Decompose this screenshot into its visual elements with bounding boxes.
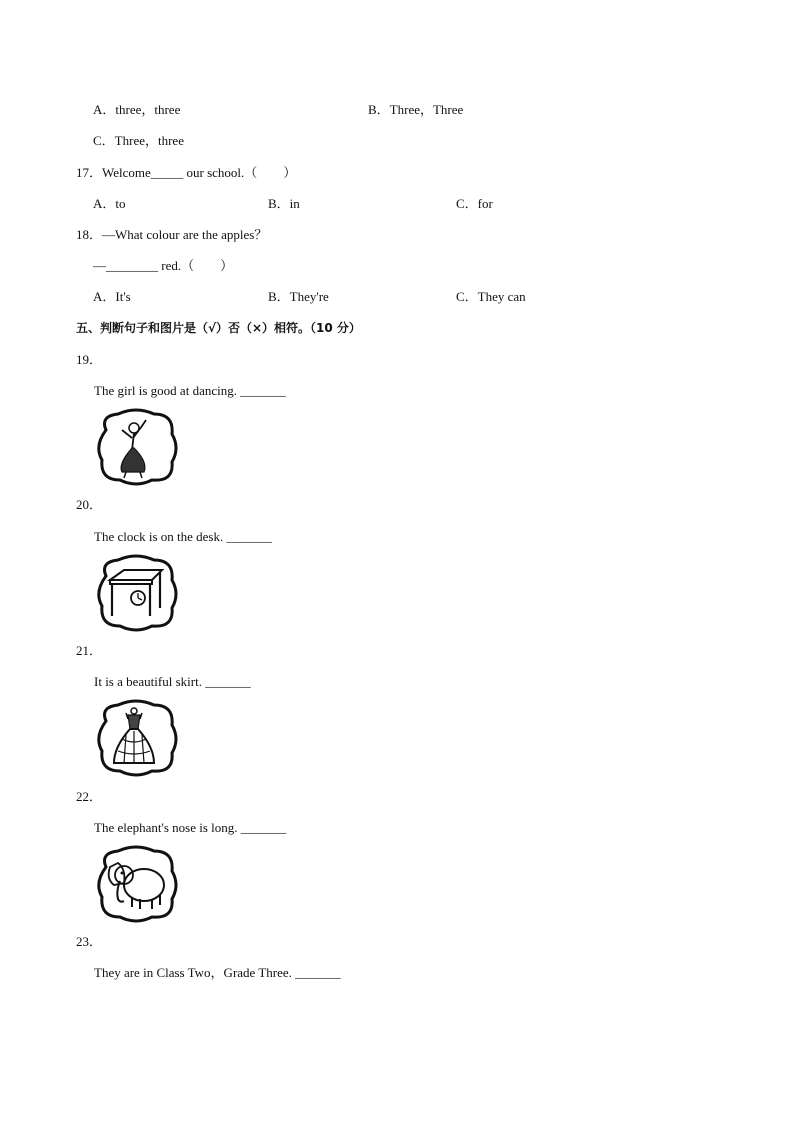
q23-number: 23． (76, 934, 103, 949)
dancing-girl-icon (96, 408, 178, 486)
q17-stem: 17．Welcome_____ our school.（ ） (76, 165, 297, 180)
dress-icon (96, 699, 178, 777)
q17-option-b: B．in (268, 196, 300, 211)
q22-sentence: The elephant's nose is long. _______ (94, 820, 287, 835)
section-5-heading: 五、判断句子和图片是（√）否（×）相符。（10 分） (76, 321, 361, 335)
desk-clock-icon (96, 554, 178, 632)
q16-option-a: A．three，three (93, 102, 181, 117)
q18-answer-line: —________ red.（ ） (93, 258, 234, 273)
q17-option-c: C．for (456, 196, 493, 211)
q21-sentence: It is a beautiful skirt. _______ (94, 674, 251, 689)
q23-sentence: They are in Class Two，Grade Three. _______ (94, 965, 341, 980)
q22-number: 22． (76, 789, 103, 804)
q20-number: 20． (76, 497, 103, 512)
q19-sentence: The girl is good at dancing. _______ (94, 383, 286, 398)
q18-option-c: C．They can (456, 289, 526, 304)
q19-number: 19． (76, 352, 103, 367)
q20-sentence: The clock is on the desk. _______ (94, 529, 272, 544)
q21-number: 21． (76, 643, 103, 658)
q18-stem: 18．—What colour are the apples？ (76, 227, 268, 242)
elephant-icon (96, 845, 178, 923)
q18-option-a: A．It's (93, 289, 131, 304)
q18-option-b: B．They're (268, 289, 329, 304)
q16-option-b: B．Three，Three (368, 102, 464, 117)
q17-option-a: A．to (93, 196, 126, 211)
q16-option-c: C．Three，three (93, 133, 184, 148)
